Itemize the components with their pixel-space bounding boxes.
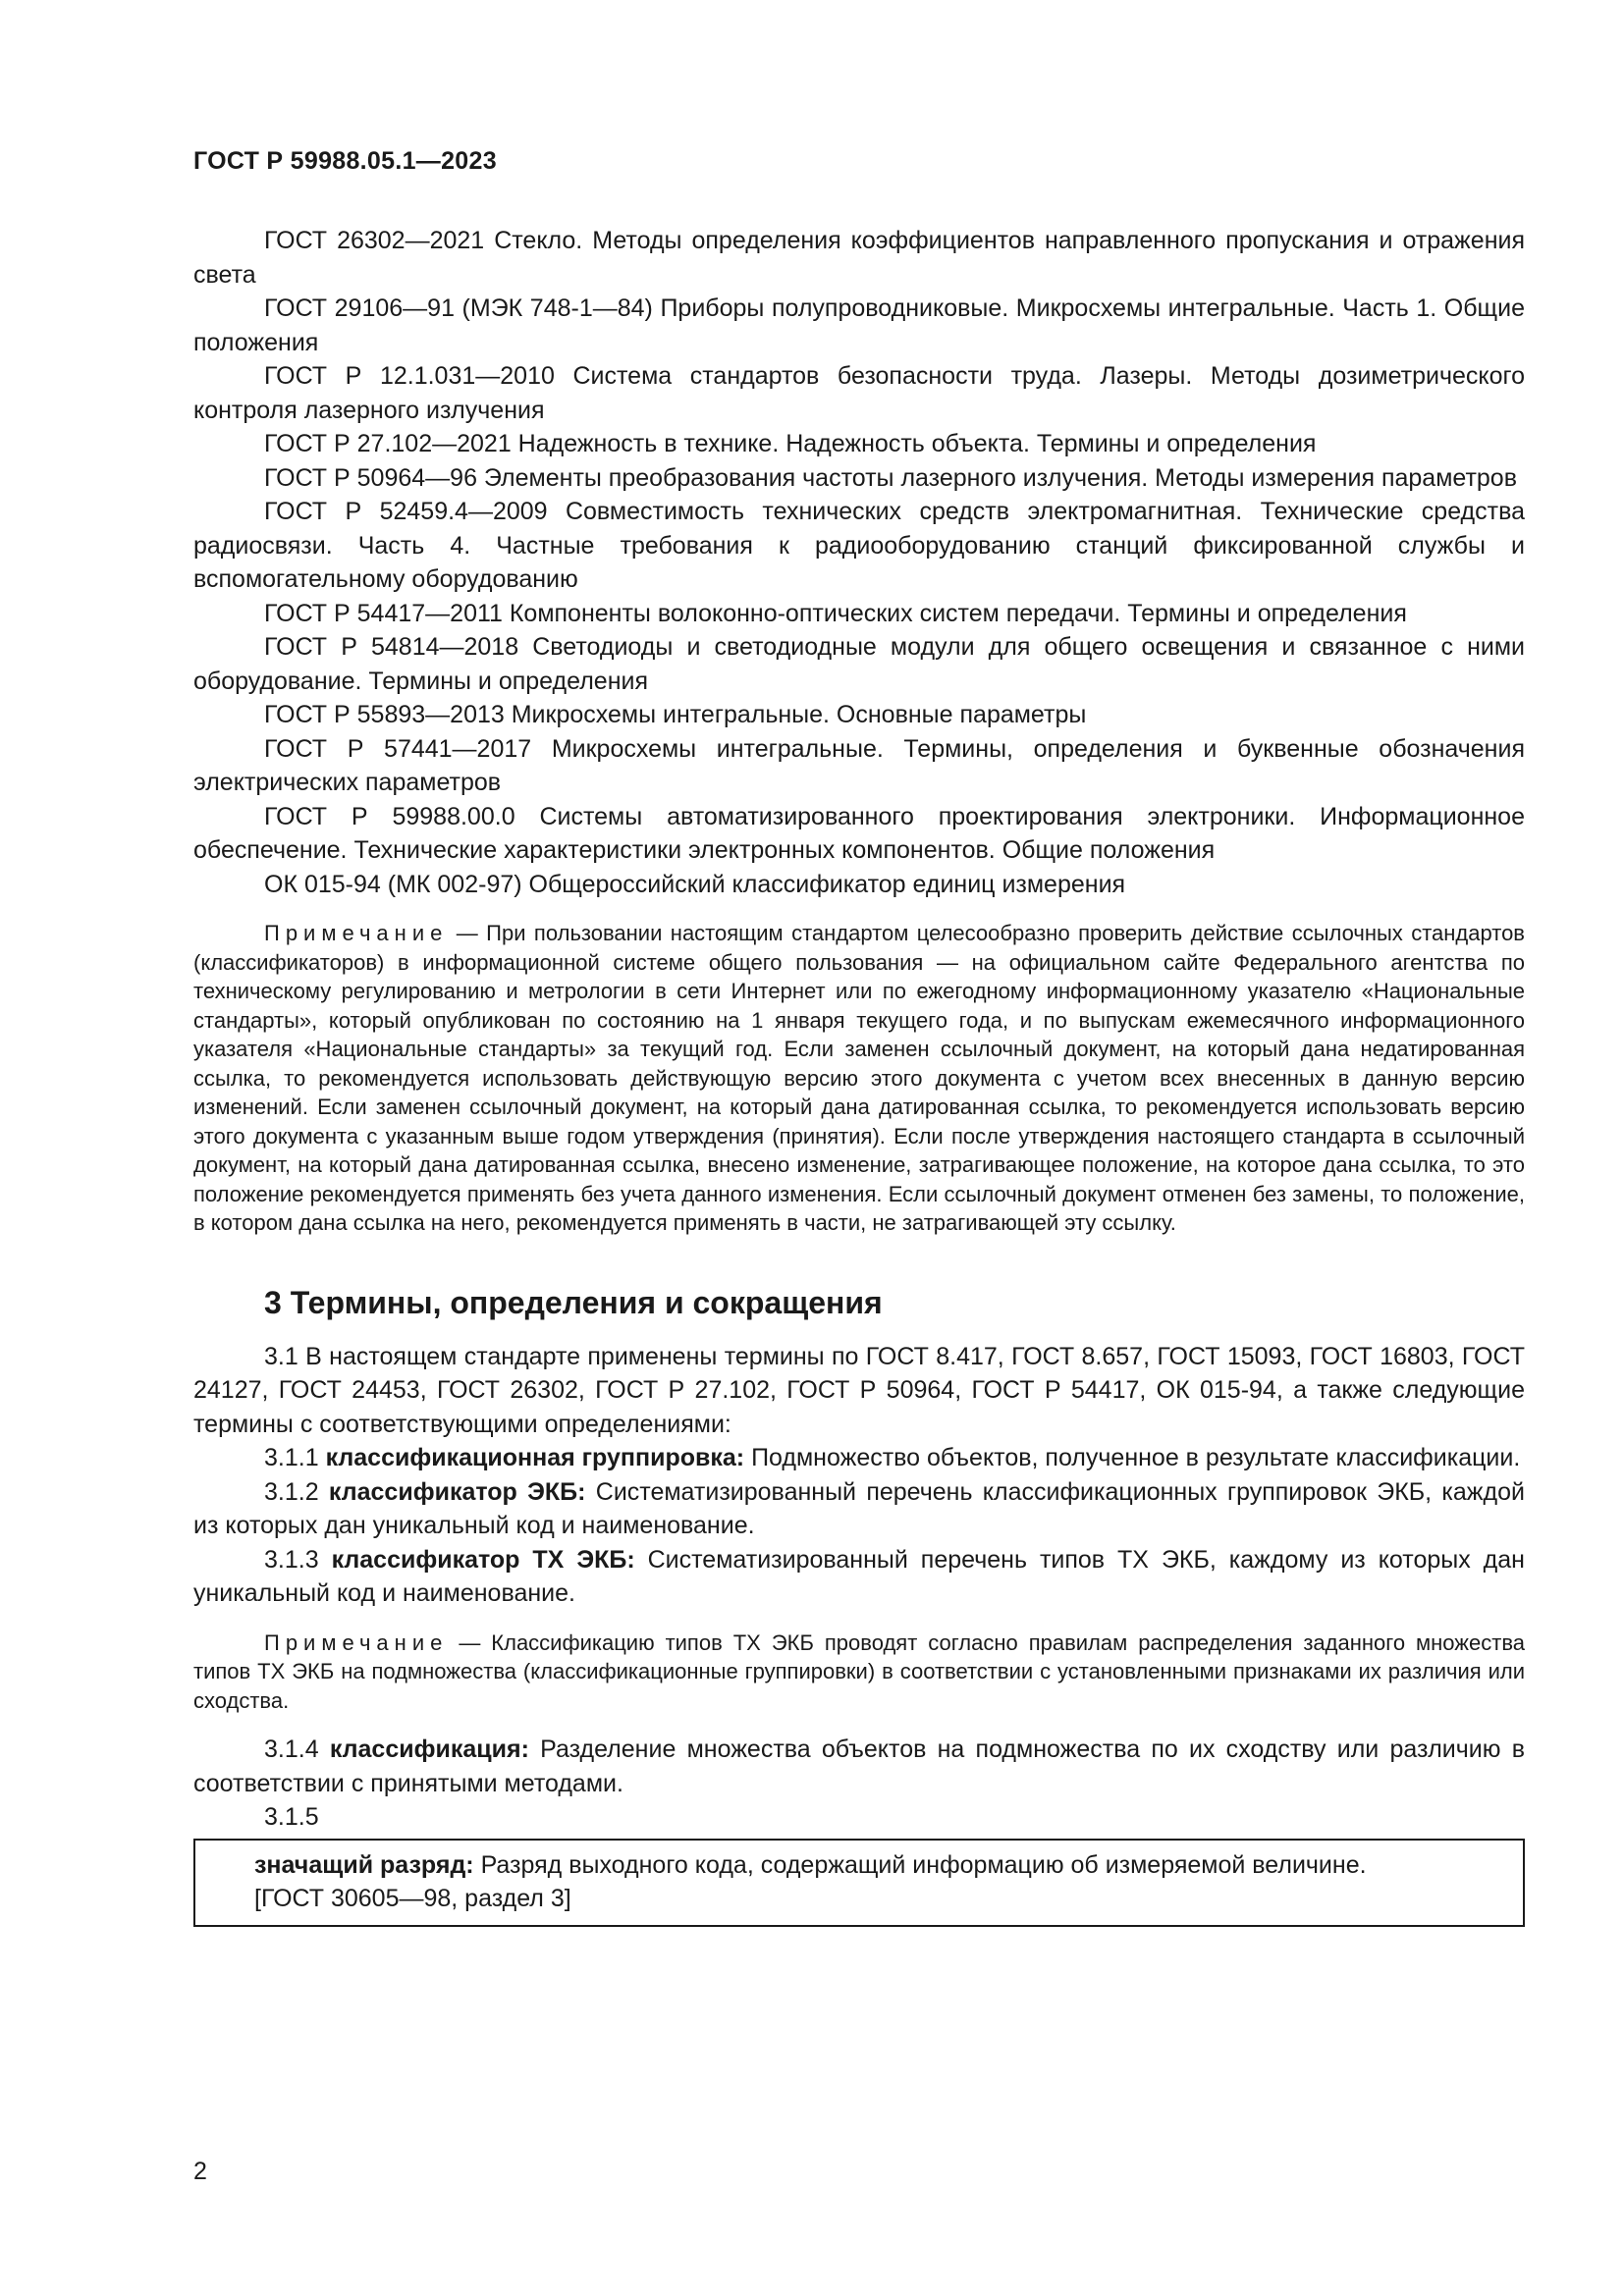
term-definition: Подмножество объектов, полученное в результате классификации. xyxy=(744,1444,1521,1471)
reference-item: ОК 015-94 (МК 002-97) Общероссийский классификатор единиц измерения xyxy=(264,870,1126,898)
term-definition: Систематизированный перечень типов ТХ ЭКБ, каждому из которых дан уникальный код и наименование. xyxy=(193,1545,1525,1607)
note-label: Примечание xyxy=(264,1629,449,1655)
term-name: классификатор ЭКБ: xyxy=(328,1477,586,1506)
paragraph-3-1: 3.1 В настоящем стандарте применены термины по ГОСТ 8.417, ГОСТ 8.657, ГОСТ 15093, ГОСТ 16803, ГОСТ 24127, ГОСТ 24453, ГОСТ 26302, ГОСТ Р 27.102, ГОСТ Р 50964, ГОСТ Р 54417, ОК 015-94, а также следующие термины с соответствующими определениями: xyxy=(193,1342,1525,1438)
term-number: 3.1.4 xyxy=(264,1735,330,1763)
references-list xyxy=(193,224,1525,901)
reference-item: ГОСТ Р 55893—2013 Микросхемы интегральные. Основные параметры xyxy=(264,701,1087,728)
document-body xyxy=(193,224,1525,1927)
note-text: — При пользовании настоящим стандартом целесообразно проверить действие ссылочных стандартов (классификаторов) в информационной системе общего пользования — на официальном сайте Федерального агентства по техническому регулированию и метрологии в сети Интернет или по ежегодному информационному указателю «Национальные стандарты», который опубликован по состоянию на 1 января текущего года, и по выпускам ежемесячного информационного указателя «Национальные стандарты» за текущий год. Если заменен ссылочный документ, на который дана недатированная ссылка, то рекомендуется использовать действующую версию этого документа с учетом всех внесенных в данную версию изменений. Если заменен ссылочный документ, на который дана датированная ссылка, то рекомендуется использовать версию этого документа с указанным выше годом утверждения (принятия). Если после утверждения настоящего стандарта в ссылочный документ, на который дана датированная ссылка, внесено изменение, затрагивающее положение, на которое дана ссылка, то это положение рекомендуется применять без учета данного изменения. Если ссылочный документ отменен без замены, то положение, в котором дана ссылка на него, рекомендуется применять в части, не затрагивающей эту ссылку. xyxy=(193,921,1525,1235)
reference-item: ГОСТ Р 59988.00.0 Системы автоматизированного проектирования электроники. Информационное обеспечение. Технические характеристики электронных компонентов. Общие положения xyxy=(193,802,1525,864)
note-references xyxy=(193,919,1525,1238)
term-number: 3.1.3 xyxy=(264,1545,332,1574)
borrowed-term-box xyxy=(193,1839,1525,1927)
term-3-1-5 xyxy=(254,1848,1509,1882)
term-name: классификатор ТХ ЭКБ: xyxy=(331,1545,635,1574)
reference-item: ГОСТ Р 57441—2017 Микросхемы интегральные. Термины, определения и буквенные обозначения электрических параметров xyxy=(193,734,1525,796)
note-classification xyxy=(193,1629,1525,1716)
term-3-1-3 xyxy=(193,1543,1525,1611)
term-3-1-2 xyxy=(193,1475,1525,1543)
reference-item: ГОСТ Р 12.1.031—2010 Система стандартов безопасности труда. Лазеры. Методы дозиметрического контроля лазерного излучения xyxy=(193,362,1525,424)
term-definition: Систематизированный перечень классификационных группировок ЭКБ, каждой из которых дан уникальный код и наименование. xyxy=(193,1477,1525,1539)
reference-item: ГОСТ Р 27.102—2021 Надежность в технике. Надежность объекта. Термины и определения xyxy=(264,430,1317,457)
reference-item: ГОСТ Р 54417—2011 Компоненты волоконно-оптических систем передачи. Термины и определения xyxy=(264,599,1407,627)
term-name: классификация: xyxy=(329,1735,529,1763)
document-header: ГОСТ Р 59988.05.1—2023 xyxy=(193,147,497,175)
reference-item: ГОСТ Р 54814—2018 Светодиоды и светодиодные модули для общего освещения и связанное с ними оборудование. Термины и определения xyxy=(193,633,1525,695)
term-definition: Разделение множества объектов на подмножества по их сходству или различию в соответствии с принятыми методами. xyxy=(193,1735,1525,1797)
term-3-1-5-number: 3.1.5 xyxy=(264,1803,319,1831)
page-number: 2 xyxy=(193,2158,207,2185)
term-3-1-4 xyxy=(193,1733,1525,1800)
reference-item: ГОСТ Р 50964—96 Элементы преобразования частоты лазерного излучения. Методы измерения параметров xyxy=(264,463,1517,492)
section-title: 3 Термины, определения и сокращения xyxy=(264,1284,883,1320)
term-definition: Разряд выходного кода, содержащий информацию об измеряемой величине. xyxy=(473,1850,1367,1879)
reference-item: ГОСТ 29106—91 (МЭК 748-1—84) Приборы полупроводниковые. Микросхемы интегральные. Часть 1. Общие положения xyxy=(193,294,1525,356)
reference-item: ГОСТ 26302—2021 Стекло. Методы определения коэффициентов направленного пропускания и отражения света xyxy=(193,227,1525,289)
term-number: 3.1.2 xyxy=(264,1477,329,1506)
reference-item: ГОСТ Р 52459.4—2009 Совместимость технических средств электромагнитная. Технические средства радиосвязи. Часть 4. Частные требования к радиооборудованию станций фиксированной службы и вспомогательному оборудованию xyxy=(193,498,1525,593)
note-label: Примечание xyxy=(264,921,449,945)
note-text: — Классификацию типов ТХ ЭКБ проводят согласно правилам распределения заданного множества типов ТХ ЭКБ на подмножества (классификационные группировки) в соответствии с установленными признаками их различия или сходства. xyxy=(193,1629,1525,1713)
term-name: классификационная группировка: xyxy=(325,1444,745,1471)
term-name: значащий разряд: xyxy=(254,1850,474,1879)
term-number: 3.1.1 xyxy=(264,1444,326,1471)
term-source: [ГОСТ 30605—98, раздел 3] xyxy=(254,1884,571,1912)
term-3-1-1 xyxy=(193,1441,1525,1475)
